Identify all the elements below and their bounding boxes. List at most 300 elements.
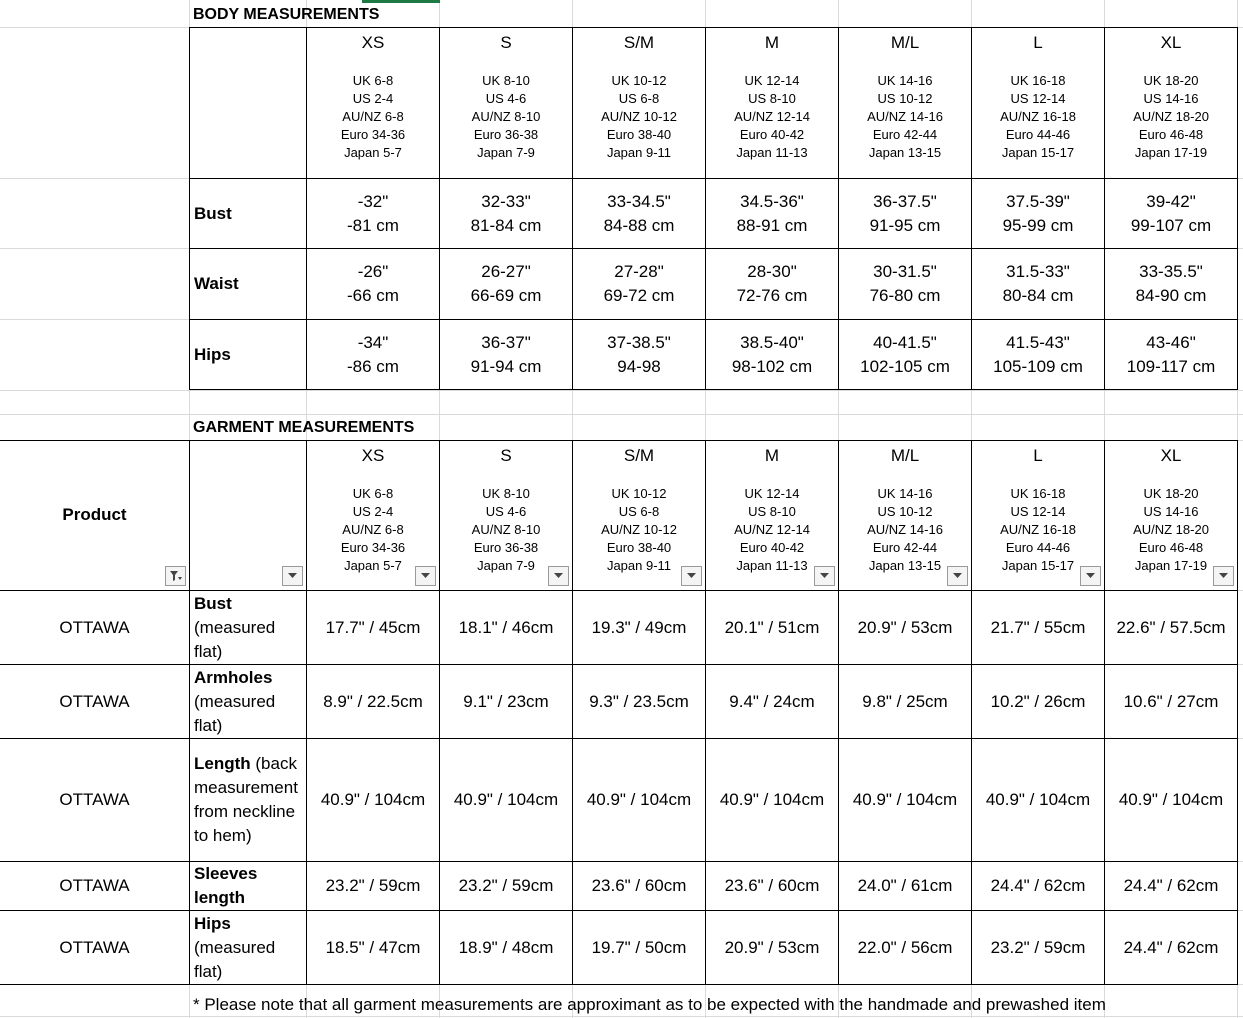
garment-value: 23.6" / 60cm xyxy=(591,876,687,895)
conversion-line: UK 6-8 xyxy=(352,73,394,88)
size-name: S/M xyxy=(623,33,655,52)
label-bold-text: Hips xyxy=(194,913,231,933)
garment-value: 23.2" / 59cm xyxy=(458,876,554,895)
garment-value-cell xyxy=(573,862,705,910)
value-inches: 27-28" xyxy=(614,262,664,281)
size-conversions xyxy=(472,485,541,575)
garment-value: 19.7" / 50cm xyxy=(591,937,687,957)
garment-value: 24.0" / 61cm xyxy=(857,876,953,895)
conversion-line: US 4-6 xyxy=(485,504,527,519)
size-header-m-l xyxy=(839,28,971,178)
conversion-line: US 14-16 xyxy=(1143,91,1199,106)
size-header-l xyxy=(972,28,1104,178)
label-line xyxy=(194,886,306,910)
filter-dropdown-button[interactable] xyxy=(282,566,303,586)
conversion-line: Japan 9-11 xyxy=(606,145,672,160)
body-value-cell xyxy=(972,179,1104,248)
label-line xyxy=(194,666,306,690)
garment-row-label xyxy=(190,665,306,738)
body-value-cell xyxy=(1105,249,1237,319)
conversion-line: UK 10-12 xyxy=(611,73,667,88)
garment-value: 24.4" / 62cm xyxy=(1123,937,1219,957)
size-name: S xyxy=(500,33,512,52)
table-border-h xyxy=(0,984,1238,985)
garment-value-cell xyxy=(839,665,971,738)
conversion-line: UK 8-10 xyxy=(482,73,530,88)
conversion-line: Japan 9-11 xyxy=(606,558,672,573)
size-name: M/L xyxy=(890,33,920,52)
value-cm: 80-84 cm xyxy=(1002,286,1074,305)
garment-value-cell xyxy=(440,911,572,984)
garment-value-cell xyxy=(706,591,838,664)
conversion-line: Euro 34-36 xyxy=(340,540,406,555)
label-bold-text: length xyxy=(194,888,245,907)
value-inches: 33-35.5" xyxy=(1139,262,1203,281)
garment-value-cell xyxy=(972,665,1104,738)
label-line xyxy=(194,616,306,640)
filter-active-icon xyxy=(169,570,183,582)
conversion-line: US 6-8 xyxy=(618,91,660,106)
value-inches: 33-34.5" xyxy=(607,191,671,211)
size-name: XS xyxy=(361,446,385,465)
label-line xyxy=(194,862,306,886)
label-text: (back xyxy=(250,754,297,773)
size-conversions xyxy=(867,72,943,162)
label-line xyxy=(194,776,306,800)
conversion-line: Euro 42-44 xyxy=(872,127,938,142)
size-name: S xyxy=(500,446,512,465)
dropdown-arrow-icon xyxy=(1219,573,1228,579)
garment-value: 22.6" / 57.5cm xyxy=(1116,617,1226,637)
dropdown-arrow-icon xyxy=(820,573,829,579)
conversion-line: Euro 40-42 xyxy=(739,127,805,142)
product-cell: OTTAWA xyxy=(59,617,130,637)
conversion-line: Euro 38-40 xyxy=(606,127,672,142)
conversion-line: US 14-16 xyxy=(1143,504,1199,519)
garment-value-cell xyxy=(1105,591,1237,664)
garment-value: 40.9" / 104cm xyxy=(453,790,559,809)
conversion-line: UK 8-10 xyxy=(482,486,530,501)
body-value-cell xyxy=(839,249,971,319)
garment-value-cell xyxy=(307,665,439,738)
dropdown-arrow-icon xyxy=(288,573,297,579)
filter-dropdown-button[interactable] xyxy=(1213,566,1234,586)
garment-value: 18.1" / 46cm xyxy=(458,617,554,637)
body-value-cell xyxy=(573,320,705,389)
garment-value-cell xyxy=(706,665,838,738)
value-cm: 72-76 cm xyxy=(736,286,808,305)
conversion-line: UK 12-14 xyxy=(744,486,800,501)
garment-value: 21.7" / 55cm xyxy=(990,617,1086,637)
garment-value-cell xyxy=(706,862,838,910)
label-line xyxy=(194,960,306,984)
value-inches: 32-33" xyxy=(481,191,531,211)
value-inches: 30-31.5" xyxy=(873,262,937,281)
conversion-line: Japan 17-19 xyxy=(1134,145,1208,160)
conversion-line: US 10-12 xyxy=(877,504,933,519)
garment-row-label xyxy=(190,591,306,664)
conversion-line: UK 18-20 xyxy=(1143,73,1199,88)
size-name: M xyxy=(764,446,780,465)
label-text: from neckline xyxy=(194,802,296,821)
conversion-line: Euro 44-46 xyxy=(1005,127,1071,142)
body-value-cell xyxy=(307,320,439,389)
conversion-line: Japan 13-15 xyxy=(868,558,942,573)
value-inches: 39-42" xyxy=(1146,191,1196,211)
garment-value: 9.8" / 25cm xyxy=(862,691,948,711)
label-text: flat) xyxy=(194,961,223,981)
size-conversions xyxy=(1000,72,1076,162)
body-value-cell xyxy=(573,249,705,319)
size-header-xs xyxy=(307,28,439,178)
body-row-label-waist: Waist xyxy=(194,274,239,293)
garment-value-cell xyxy=(839,591,971,664)
garment-value: 20.9" / 53cm xyxy=(724,937,820,957)
body-row-label-bust: Bust xyxy=(194,203,232,223)
filter-dropdown-button[interactable] xyxy=(947,566,968,586)
value-inches: 34.5-36" xyxy=(740,191,804,211)
value-inches: -26" xyxy=(357,262,389,281)
conversion-line: Euro 34-36 xyxy=(340,127,406,142)
conversion-line: US 2-4 xyxy=(352,504,394,519)
size-header-m xyxy=(706,28,838,178)
body-value-cell xyxy=(307,179,439,248)
label-line xyxy=(194,752,306,776)
size-conversions xyxy=(601,72,677,162)
value-cm: 76-80 cm xyxy=(869,286,941,305)
filter-dropdown-button[interactable] xyxy=(681,566,702,586)
conversion-line: AU/NZ 12-14 xyxy=(734,109,810,124)
label-line xyxy=(194,690,306,714)
value-cm: 81-84 cm xyxy=(470,215,542,235)
size-conversions xyxy=(734,485,810,575)
garment-value: 20.9" / 53cm xyxy=(857,617,953,637)
conversion-line: Euro 38-40 xyxy=(606,540,672,555)
body-value-cell xyxy=(972,249,1104,319)
body-row-label-hips: Hips xyxy=(194,344,231,364)
conversion-line: AU/NZ 10-12 xyxy=(601,109,677,124)
garment-row-label xyxy=(190,911,306,984)
filter-dropdown-button[interactable] xyxy=(814,566,835,586)
conversion-line: UK 14-16 xyxy=(877,73,933,88)
garment-value-cell xyxy=(1105,665,1237,738)
dropdown-arrow-icon xyxy=(1086,573,1095,579)
value-inches: 40-41.5" xyxy=(873,332,937,352)
product-cell: OTTAWA xyxy=(59,691,130,711)
conversion-line: US 12-14 xyxy=(1010,91,1066,106)
garment-value-cell xyxy=(706,911,838,984)
conversion-line: AU/NZ 6-8 xyxy=(342,522,404,537)
conversion-line: Japan 5-7 xyxy=(344,558,402,573)
conversion-line: AU/NZ 8-10 xyxy=(471,109,541,124)
conversion-line: Euro 36-38 xyxy=(473,127,539,142)
conversion-line: US 8-10 xyxy=(748,504,796,519)
value-cm: 91-95 cm xyxy=(869,215,941,235)
garment-value: 23.2" / 59cm xyxy=(325,876,421,895)
size-conversions xyxy=(734,72,810,162)
body-value-cell xyxy=(307,249,439,319)
garment-value: 8.9" / 22.5cm xyxy=(323,691,423,711)
garment-value-cell xyxy=(573,665,705,738)
garment-value: 23.6" / 60cm xyxy=(724,876,820,895)
value-inches: 31.5-33" xyxy=(1006,262,1070,281)
garment-value: 10.2" / 26cm xyxy=(990,691,1086,711)
size-conversions xyxy=(1133,72,1209,162)
table-border-h xyxy=(189,389,1238,390)
garment-value: 9.1" / 23cm xyxy=(463,691,549,711)
conversion-line: AU/NZ 18-20 xyxy=(1133,109,1209,124)
size-name: XS xyxy=(361,33,385,52)
garment-value-cell xyxy=(1105,862,1237,910)
size-name: L xyxy=(1033,446,1043,465)
conversion-line: Euro 44-46 xyxy=(1005,540,1071,555)
garment-value: 40.9" / 104cm xyxy=(985,790,1091,809)
conversion-line: Japan 15-17 xyxy=(1001,558,1075,573)
value-cm: 95-99 cm xyxy=(1002,215,1074,235)
label-line xyxy=(194,714,306,738)
value-inches: 36-37.5" xyxy=(873,191,937,211)
conversion-line: AU/NZ 12-14 xyxy=(734,522,810,537)
conversion-line: US 10-12 xyxy=(877,91,933,106)
garment-value-cell xyxy=(307,591,439,664)
value-inches: 43-46" xyxy=(1146,332,1196,352)
body-value-cell xyxy=(839,320,971,389)
garment-value: 20.1" / 51cm xyxy=(724,617,820,637)
conversion-line: AU/NZ 10-12 xyxy=(601,522,677,537)
garment-value-cell xyxy=(839,911,971,984)
label-bold-text: Armholes xyxy=(194,667,273,687)
label-text: (measured xyxy=(194,617,276,637)
label-line xyxy=(194,640,306,664)
conversion-line: Japan 7-9 xyxy=(477,558,535,573)
garment-value-cell xyxy=(1105,911,1237,984)
body-value-cell xyxy=(839,179,971,248)
filter-dropdown-button[interactable] xyxy=(548,566,569,586)
garment-value: 22.0" / 56cm xyxy=(857,937,953,957)
conversion-line: Euro 42-44 xyxy=(872,540,938,555)
filter-dropdown-button[interactable] xyxy=(1080,566,1101,586)
garment-value-cell xyxy=(573,591,705,664)
garment-value: 17.7" / 45cm xyxy=(325,617,421,637)
garment-value-cell xyxy=(440,591,572,664)
value-cm: 84-90 cm xyxy=(1135,286,1207,305)
body-value-cell xyxy=(1105,320,1237,389)
conversion-line: UK 14-16 xyxy=(877,486,933,501)
conversion-line: Euro 46-48 xyxy=(1138,540,1204,555)
value-inches: 41.5-43" xyxy=(1006,332,1070,352)
conversion-line: Euro 46-48 xyxy=(1138,127,1204,142)
label-text: (measured xyxy=(194,937,276,957)
value-inches: 38.5-40" xyxy=(740,332,804,352)
grid-row-line xyxy=(0,1016,1243,1017)
value-inches: -34" xyxy=(357,332,389,352)
garment-value: 18.5" / 47cm xyxy=(325,937,421,957)
conversion-line: US 2-4 xyxy=(352,91,394,106)
body-value-cell xyxy=(706,320,838,389)
label-line xyxy=(194,936,306,960)
size-conversions xyxy=(472,72,541,162)
label-line xyxy=(194,912,306,936)
garment-value: 24.4" / 62cm xyxy=(1123,876,1219,895)
garment-value-cell xyxy=(972,862,1104,910)
conversion-line: Japan 11-13 xyxy=(736,145,808,160)
label-line xyxy=(194,824,306,848)
garment-row-label xyxy=(190,739,306,861)
body-value-cell xyxy=(440,179,572,248)
conversion-line: US 4-6 xyxy=(485,91,527,106)
product-cell: OTTAWA xyxy=(59,937,130,957)
conversion-line: US 12-14 xyxy=(1010,504,1066,519)
conversion-line: AU/NZ 16-18 xyxy=(1000,522,1076,537)
table-border-v xyxy=(1237,27,1238,390)
value-cm: 66-69 cm xyxy=(470,286,542,305)
size-name: M xyxy=(764,33,780,52)
label-line xyxy=(194,800,306,824)
label-text: flat) xyxy=(194,641,223,661)
garment-value-cell xyxy=(972,911,1104,984)
dropdown-arrow-icon xyxy=(687,573,696,579)
label-text: measurement xyxy=(194,778,298,797)
label-text: flat) xyxy=(194,715,223,735)
size-header-xl xyxy=(1105,28,1237,178)
garment-value-cell xyxy=(440,739,572,861)
size-conversions xyxy=(601,485,677,575)
garment-value: 23.2" / 59cm xyxy=(990,937,1086,957)
conversion-line: Japan 15-17 xyxy=(1001,145,1075,160)
body-value-cell xyxy=(440,249,572,319)
body-measurements-title: BODY MEASUREMENTS xyxy=(193,6,380,23)
conversion-line: AU/NZ 16-18 xyxy=(1000,109,1076,124)
conversion-line: Japan 5-7 xyxy=(344,145,402,160)
conversion-line: UK 18-20 xyxy=(1143,486,1199,501)
value-cm: 84-88 cm xyxy=(603,215,675,235)
conversion-line: UK 12-14 xyxy=(744,73,800,88)
conversion-line: Japan 17-19 xyxy=(1134,558,1208,573)
size-conversions xyxy=(341,485,405,575)
value-cm: 88-91 cm xyxy=(736,215,808,235)
label-line xyxy=(194,592,306,616)
value-inches: 28-30" xyxy=(747,262,797,281)
table-border-v xyxy=(1237,440,1238,985)
garment-value-cell xyxy=(307,739,439,861)
size-name: L xyxy=(1033,33,1043,52)
garment-measurements-title: GARMENT MEASUREMENTS xyxy=(193,419,415,436)
garment-value-cell xyxy=(972,739,1104,861)
label-text: to hem) xyxy=(194,826,252,845)
value-cm: 105-109 cm xyxy=(993,356,1083,376)
size-conversions xyxy=(1133,485,1209,575)
garment-value: 40.9" / 104cm xyxy=(852,790,958,809)
garment-value-cell xyxy=(440,665,572,738)
value-inches: 36-37" xyxy=(481,332,531,352)
product-column-header: Product xyxy=(62,505,127,524)
value-cm: -66 cm xyxy=(347,286,399,305)
value-inches: 37.5-39" xyxy=(1006,191,1070,211)
conversion-line: UK 6-8 xyxy=(352,486,394,501)
garment-value: 9.4" / 24cm xyxy=(729,691,815,711)
size-conversions xyxy=(341,72,405,162)
size-header-s xyxy=(440,28,572,178)
dropdown-arrow-icon xyxy=(953,573,962,579)
value-cm: 99-107 cm xyxy=(1130,215,1212,235)
garment-value-cell xyxy=(1105,739,1237,861)
garment-value-cell xyxy=(573,911,705,984)
grid-row-line xyxy=(0,414,1243,415)
value-cm: 98-102 cm xyxy=(731,356,813,376)
conversion-line: US 6-8 xyxy=(618,504,660,519)
label-bold-text: Bust xyxy=(194,593,232,613)
value-inches: 37-38.5" xyxy=(607,332,671,352)
conversion-line: Japan 11-13 xyxy=(736,558,808,573)
filter-dropdown-button[interactable] xyxy=(415,566,436,586)
size-name: S/M xyxy=(623,446,655,465)
conversion-line: AU/NZ 14-16 xyxy=(867,522,943,537)
grid-row-line xyxy=(0,390,1243,391)
value-cm: -81 cm xyxy=(347,215,399,235)
size-conversions xyxy=(867,485,943,575)
size-name: XL xyxy=(1160,33,1182,52)
garment-value: 40.9" / 104cm xyxy=(320,790,426,809)
value-inches: 26-27" xyxy=(481,262,531,281)
value-cm: -86 cm xyxy=(347,356,399,376)
garment-value-cell xyxy=(307,862,439,910)
label-bold-text: Sleeves xyxy=(194,864,258,883)
value-cm: 91-94 cm xyxy=(470,356,542,376)
garment-value-cell xyxy=(839,862,971,910)
conversion-line: UK 16-18 xyxy=(1010,486,1066,501)
filter-active-button[interactable] xyxy=(165,566,186,586)
garment-value-cell xyxy=(440,862,572,910)
body-value-cell xyxy=(573,179,705,248)
value-cm: 109-117 cm xyxy=(1126,356,1216,376)
value-cm: 102-105 cm xyxy=(860,356,950,376)
size-name: XL xyxy=(1160,446,1182,465)
size-name: M/L xyxy=(890,446,920,465)
conversion-line: AU/NZ 6-8 xyxy=(342,109,404,124)
size-conversions xyxy=(1000,485,1076,575)
conversion-line: AU/NZ 18-20 xyxy=(1133,522,1209,537)
garment-row-label xyxy=(190,862,306,910)
dropdown-arrow-icon xyxy=(421,573,430,579)
garment-value: 24.4" / 62cm xyxy=(990,876,1086,895)
conversion-line: Japan 7-9 xyxy=(477,145,535,160)
garment-value-cell xyxy=(839,739,971,861)
garment-value: 40.9" / 104cm xyxy=(719,790,825,809)
body-value-cell xyxy=(972,320,1104,389)
dropdown-arrow-icon xyxy=(554,573,563,579)
garment-value-cell xyxy=(307,911,439,984)
body-value-cell xyxy=(706,249,838,319)
garment-value: 40.9" / 104cm xyxy=(1118,790,1224,809)
conversion-line: UK 16-18 xyxy=(1010,73,1066,88)
garment-value: 19.3" / 49cm xyxy=(591,617,687,637)
value-inches: -32" xyxy=(357,191,389,211)
conversion-line: US 8-10 xyxy=(748,91,796,106)
body-value-cell xyxy=(440,320,572,389)
conversion-line: Euro 36-38 xyxy=(473,540,539,555)
conversion-line: Euro 40-42 xyxy=(739,540,805,555)
garment-value: 40.9" / 104cm xyxy=(586,790,692,809)
conversion-line: AU/NZ 8-10 xyxy=(471,522,541,537)
garment-value-cell xyxy=(573,739,705,861)
body-value-cell xyxy=(1105,179,1237,248)
selected-cell-indicator xyxy=(362,0,440,3)
garment-value: 18.9" / 48cm xyxy=(458,937,554,957)
garment-value-cell xyxy=(706,739,838,861)
conversion-line: Japan 13-15 xyxy=(868,145,942,160)
label-text: (measured xyxy=(194,691,276,711)
conversion-line: UK 10-12 xyxy=(611,486,667,501)
